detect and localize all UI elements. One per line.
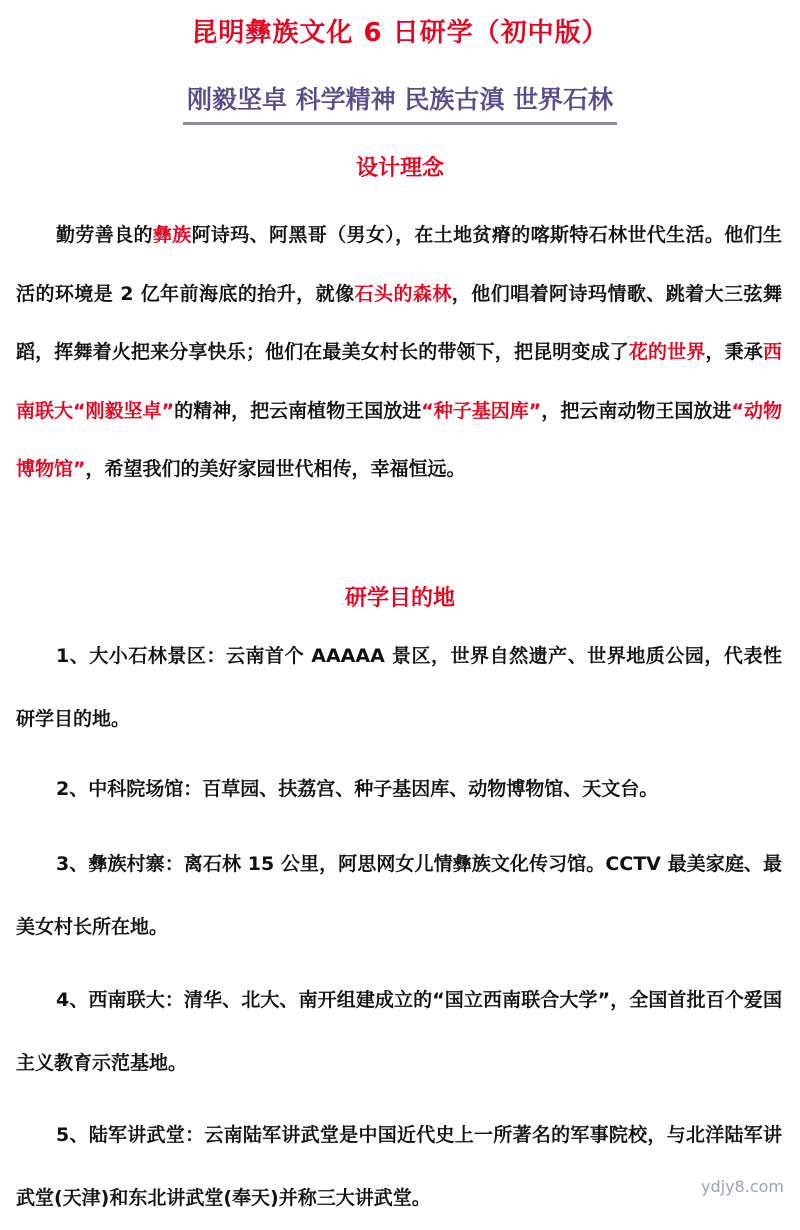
document-title: 昆明彝族文化 6 日研学（初中版） <box>191 18 609 48</box>
highlight-yi-ethnic: 彝族 <box>152 224 192 246</box>
destination-item-yi-village: 3、彝族村寨：离石林 15 公里，阿思网女儿情彝族文化传习馆。CCTV 最美家庭、最美女村长所在地。 <box>16 853 782 938</box>
destination-item-southwest-university: 4、西南联大：清华、北大、南开组建成立的“国立西南联合大学”，全国首批百个爱国主义教育示范基地。 <box>16 989 782 1074</box>
design-segment: ，秉承 <box>705 341 763 363</box>
subtitle-block <box>0 80 800 125</box>
highlight-animal-museum: “动物博物馆” <box>16 399 782 480</box>
design-segment: ，把云南动物王国放进 <box>541 399 732 422</box>
design-segment: 勤劳善良的 <box>56 224 153 246</box>
design-paragraph <box>16 206 782 499</box>
highlight-seed-bank: “种子基因库” <box>421 399 542 422</box>
site-watermark: ydjy8.com <box>701 1177 784 1196</box>
document-subtitle: 刚毅坚卓 科学精神 民族古滇 世界石林 <box>183 80 617 125</box>
highlight-stone-forest: 石头的森林 <box>354 282 452 305</box>
design-segment: 的精神，把云南植物王国放进 <box>174 399 422 422</box>
destination-item-military-academy: 5、陆军讲武堂：云南陆军讲武堂是中国近代史上一所著名的军事院校，与北洋陆军讲武堂(天津)和东北讲武堂(奉天)并称三大讲武堂。 <box>16 1124 782 1209</box>
design-segment: ，他们唱着阿诗玛情歌、跳着大三弦舞蹈，挥舞着火把来分享快乐；他们在最美女村长的带领下，把昆明变成了 <box>16 282 782 363</box>
highlight-flower-world: 花的世界 <box>628 341 706 363</box>
destination-item-stone-forest: 1、大小石林景区：云南首个 AAAAA 景区，世界自然遗产、世界地质公园，代表性研学目的地。 <box>16 645 782 730</box>
design-segment: ，希望我们的美好家园世代相传，幸福恒远。 <box>85 458 466 480</box>
highlight-southwest-university: 西南联大“刚毅坚卓” <box>16 341 782 422</box>
destinations-heading: 研学目的地 <box>344 586 455 611</box>
destination-item-cas-venues: 2、中科院场馆：百草园、扶荔宫、种子基因库、动物博物馆、天文台。 <box>56 778 659 800</box>
design-segment: 阿诗玛、阿黑哥（男女），在土地贫瘠的喀斯特石林世代生活。他们生活的环境是 2 亿年前海底的抬升，就像 <box>16 224 782 305</box>
design-heading: 设计理念 <box>355 156 444 181</box>
